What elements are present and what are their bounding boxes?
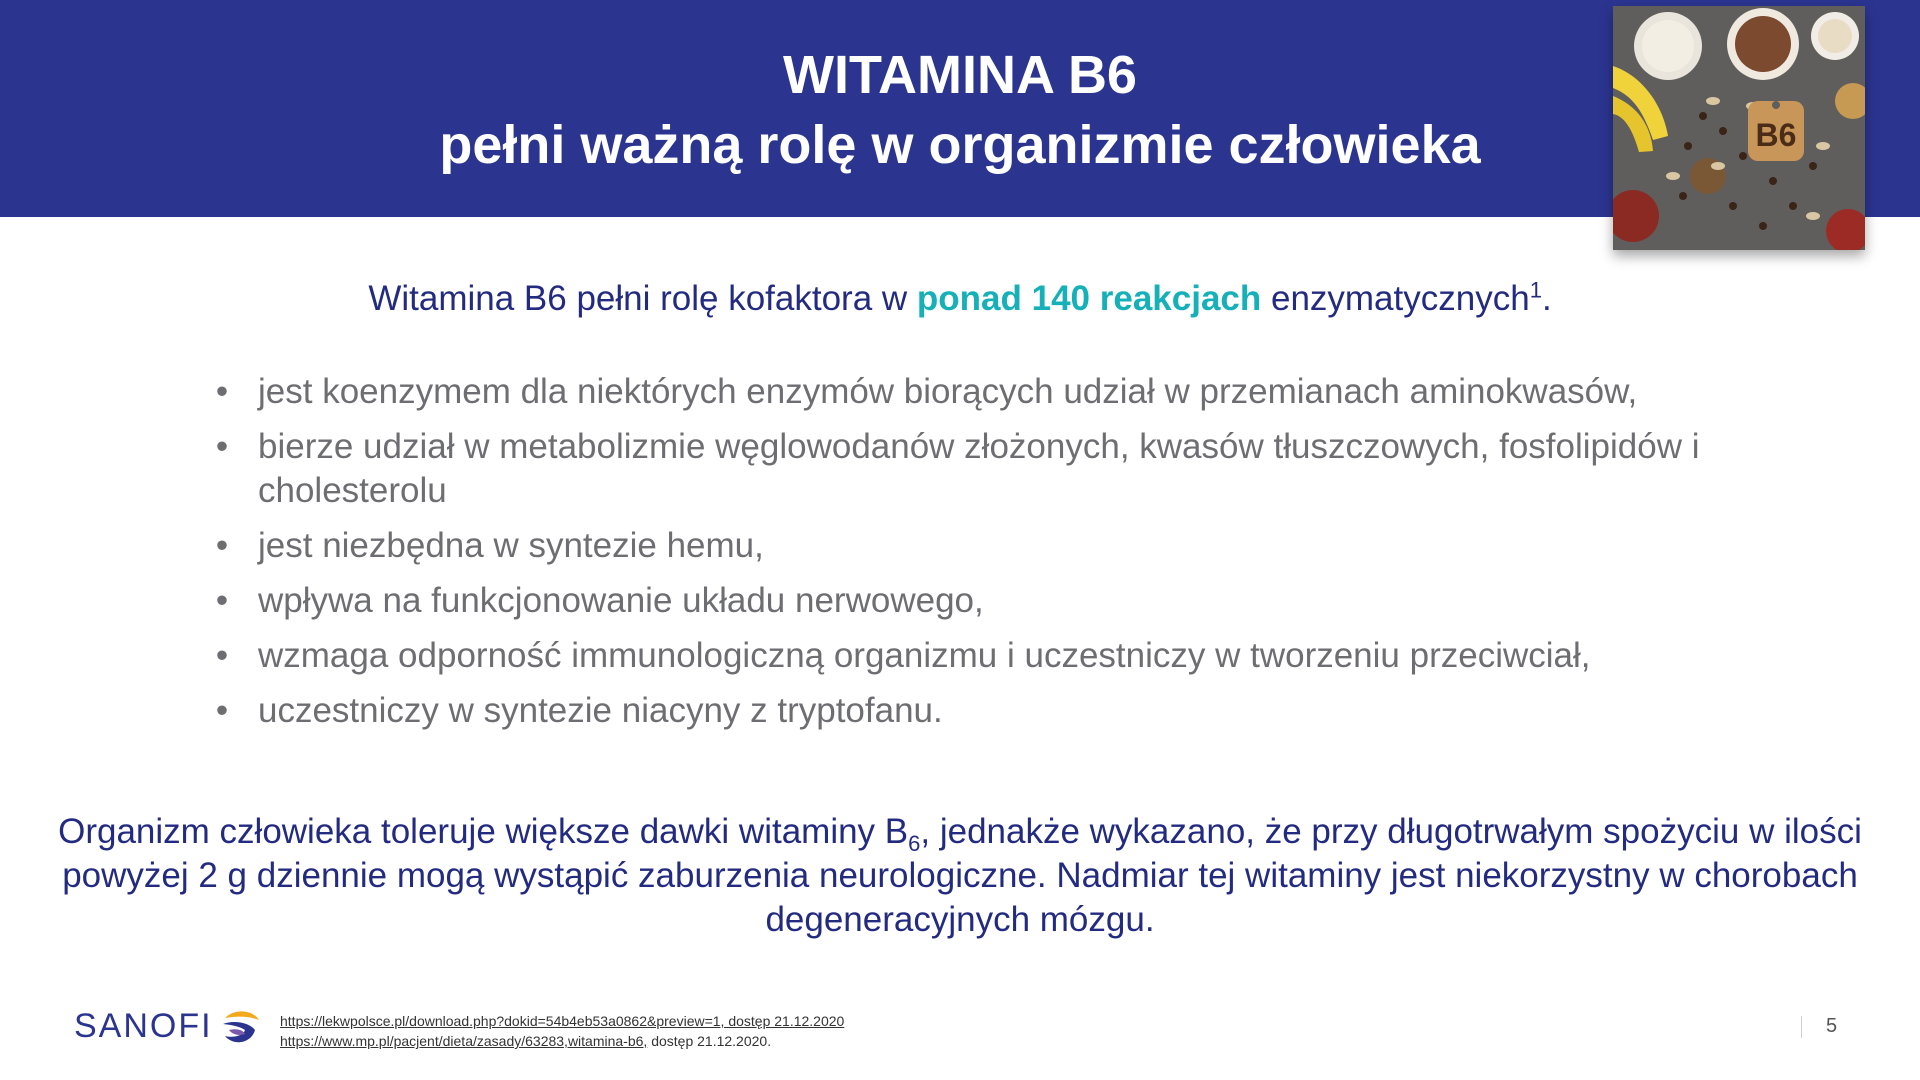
title-line-1: WITAMINA B6 xyxy=(783,45,1137,105)
list-item-text: wpływa na funkcjonowanie układu nerwowego, xyxy=(258,581,984,620)
roles-list xyxy=(210,370,1710,744)
list-item-text: jest koenzymem dla niektórych enzymów biorących udział w przemianach aminokwasów, xyxy=(258,372,1638,411)
list-item xyxy=(210,689,1710,733)
page-number: 5 xyxy=(1826,1015,1838,1037)
reference-link-1[interactable]: https://lekwpolsce.pl/download.php?dokid=54b4eb53a0862&preview=1, dostęp 21.12.2020 xyxy=(280,1013,845,1029)
list-item xyxy=(210,579,1710,623)
reference-link-2[interactable]: https://www.mp.pl/pacjent/dieta/zasady/63283,witamina-b6, xyxy=(280,1033,648,1049)
list-item xyxy=(210,370,1710,414)
closing-text: Organizm człowieka toleruje większe dawki witaminy B xyxy=(58,812,909,851)
bullet-icon: • xyxy=(215,372,229,411)
references xyxy=(280,1011,844,1051)
b6-tag-label: B6 xyxy=(1755,117,1797,153)
list-item-text: bierze udział w metabolizmie węglowodanów złożonych, kwasów tłuszczowych, fosfolipidów i cholesterolu xyxy=(258,427,1700,510)
bullet-icon: • xyxy=(215,427,229,466)
intro-period: . xyxy=(1541,279,1552,318)
logo-text: SANOFI xyxy=(74,1006,213,1045)
intro-text-end: enzymatycznych xyxy=(1261,279,1530,318)
closing-text-rest: , jednakże wykazano, że przy długotrwałym spożyciu w ilości powyżej 2 g dziennie mogą wystąpić zaburzenia neurologiczne. Nadmiar tej witaminy jest niekorzystny w chorobach degeneracyjnych mózgu. xyxy=(62,812,1862,939)
bullet-icon: • xyxy=(215,526,229,565)
intro-text: Witamina B6 pełni rolę kofaktora w xyxy=(368,279,917,318)
list-item-text: wzmaga odporność immunologiczną organizmu i uczestniczy w tworzeniu przeciwciał, xyxy=(258,636,1591,675)
sanofi-bird-icon xyxy=(219,1004,263,1048)
intro-highlight: ponad 140 reakcjach xyxy=(916,279,1262,318)
title-line-2: pełni ważną rolę w organizmie człowieka xyxy=(439,115,1481,175)
bullet-icon: • xyxy=(215,691,229,730)
footnote-marker: 1 xyxy=(1529,277,1542,303)
closing-statement xyxy=(20,810,1900,942)
reference-2-date: dostęp 21.12.2020. xyxy=(647,1033,772,1049)
list-item xyxy=(210,634,1710,678)
bullet-icon: • xyxy=(215,636,229,675)
bullet-icon: • xyxy=(215,581,229,620)
list-item xyxy=(210,524,1710,568)
list-item-text: uczestniczy w syntezie niacyny z tryptofanu. xyxy=(258,691,943,730)
list-item xyxy=(210,425,1710,513)
b6-food-photo xyxy=(1613,6,1865,250)
list-item-text: jest niezbędna w syntezie hemu, xyxy=(258,526,764,565)
sanofi-logo xyxy=(74,1000,263,1052)
intro-statement xyxy=(0,279,1920,319)
page-number-divider xyxy=(1801,1016,1802,1038)
closing-subscript: 6 xyxy=(908,831,921,856)
